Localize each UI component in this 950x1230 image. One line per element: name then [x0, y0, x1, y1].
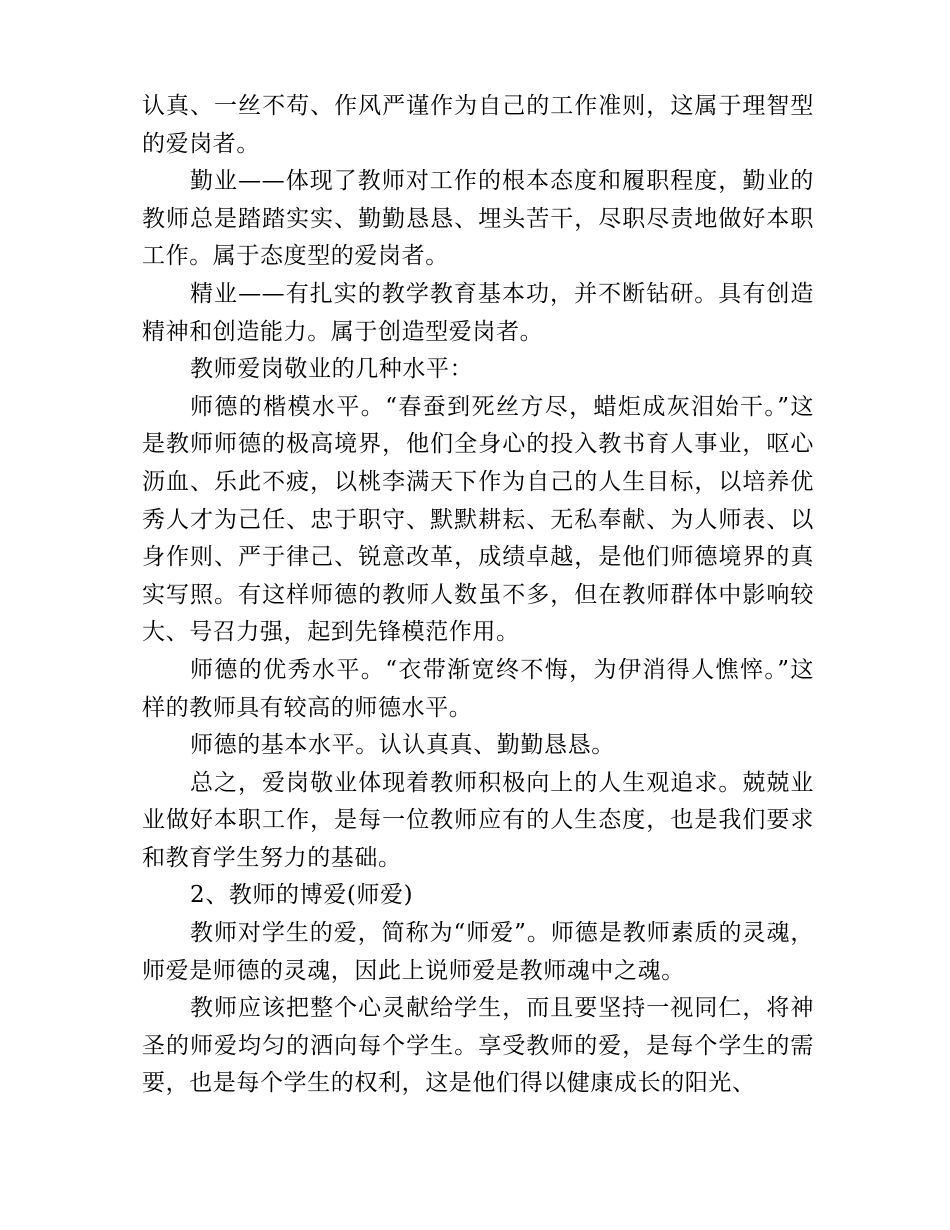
paragraph-levels-heading: 教师爱岗敬业的几种水平： [190, 356, 474, 383]
paragraph-mastery: 精业——有扎实的教学教育基本功，并不断钻研。具有创造精神和创造能力。属于创造型爱岗者。 [142, 280, 814, 345]
paragraph-excellent-level: 师德的优秀水平。“衣带渐宽终不悔，为伊消得人憔悴。”这样的教师具有较高的师德水平。 [142, 656, 814, 721]
document-body [142, 88, 814, 1103]
paragraph-rational-type: 认真、一丝不苟、作风严谨作为自己的工作准则，这属于理智型的爱岗者。 [142, 93, 814, 157]
paragraph-summary: 总之，爱岗敬业体现着教师积极向上的人生观追求。兢兢业业做好本职工作，是每一位教师应有的人生态度，也是我们要求和教育学生努力的基础。 [142, 769, 814, 871]
section-heading-teacher-love: 2、教师的博爱(师爱) [190, 882, 414, 909]
paragraph-basic-level: 师德的基本水平。认认真真、勤勤恳恳。 [190, 732, 615, 759]
paragraph-diligence: 勤业——体现了教师对工作的根本态度和履职程度，勤业的教师总是踏踏实实、勤勤恳恳、埋头苦干，尽职尽责地做好本职工作。属于态度型的爱岗者。 [142, 168, 814, 270]
paragraph-model-level: 师德的楷模水平。“春蚕到死丝方尽，蜡炬成灰泪始干。”这是教师师德的极高境界，他们全身心的投入教书育人事业，呕心沥血、乐此不疲，以桃李满天下作为自己的人生目标，以培养优秀人才为己任、忠于职守、默默耕耘、无私奉献、为人师表、以身作则、严于律己、锐意改革，成绩卓越，是他们师德境界的真实写照。有这样师德的教师人数虽不多，但在教师群体中影响较大、号召力强，起到先锋模范作用。 [142, 393, 814, 646]
paragraph-teacher-love-equality: 教师应该把整个心灵献给学生，而且要坚持一视同仁，将神圣的师爱均匀的洒向每个学生。享受教师的爱，是每个学生的需要，也是每个学生的权利，这是他们得以健康成长的阳光、 [142, 995, 814, 1097]
paragraph-teacher-love-definition: 教师对学生的爱，简称为“师爱”。师德是教师素质的灵魂，师爱是师德的灵魂，因此上说师爱是教师魂中之魂。 [142, 920, 814, 984]
